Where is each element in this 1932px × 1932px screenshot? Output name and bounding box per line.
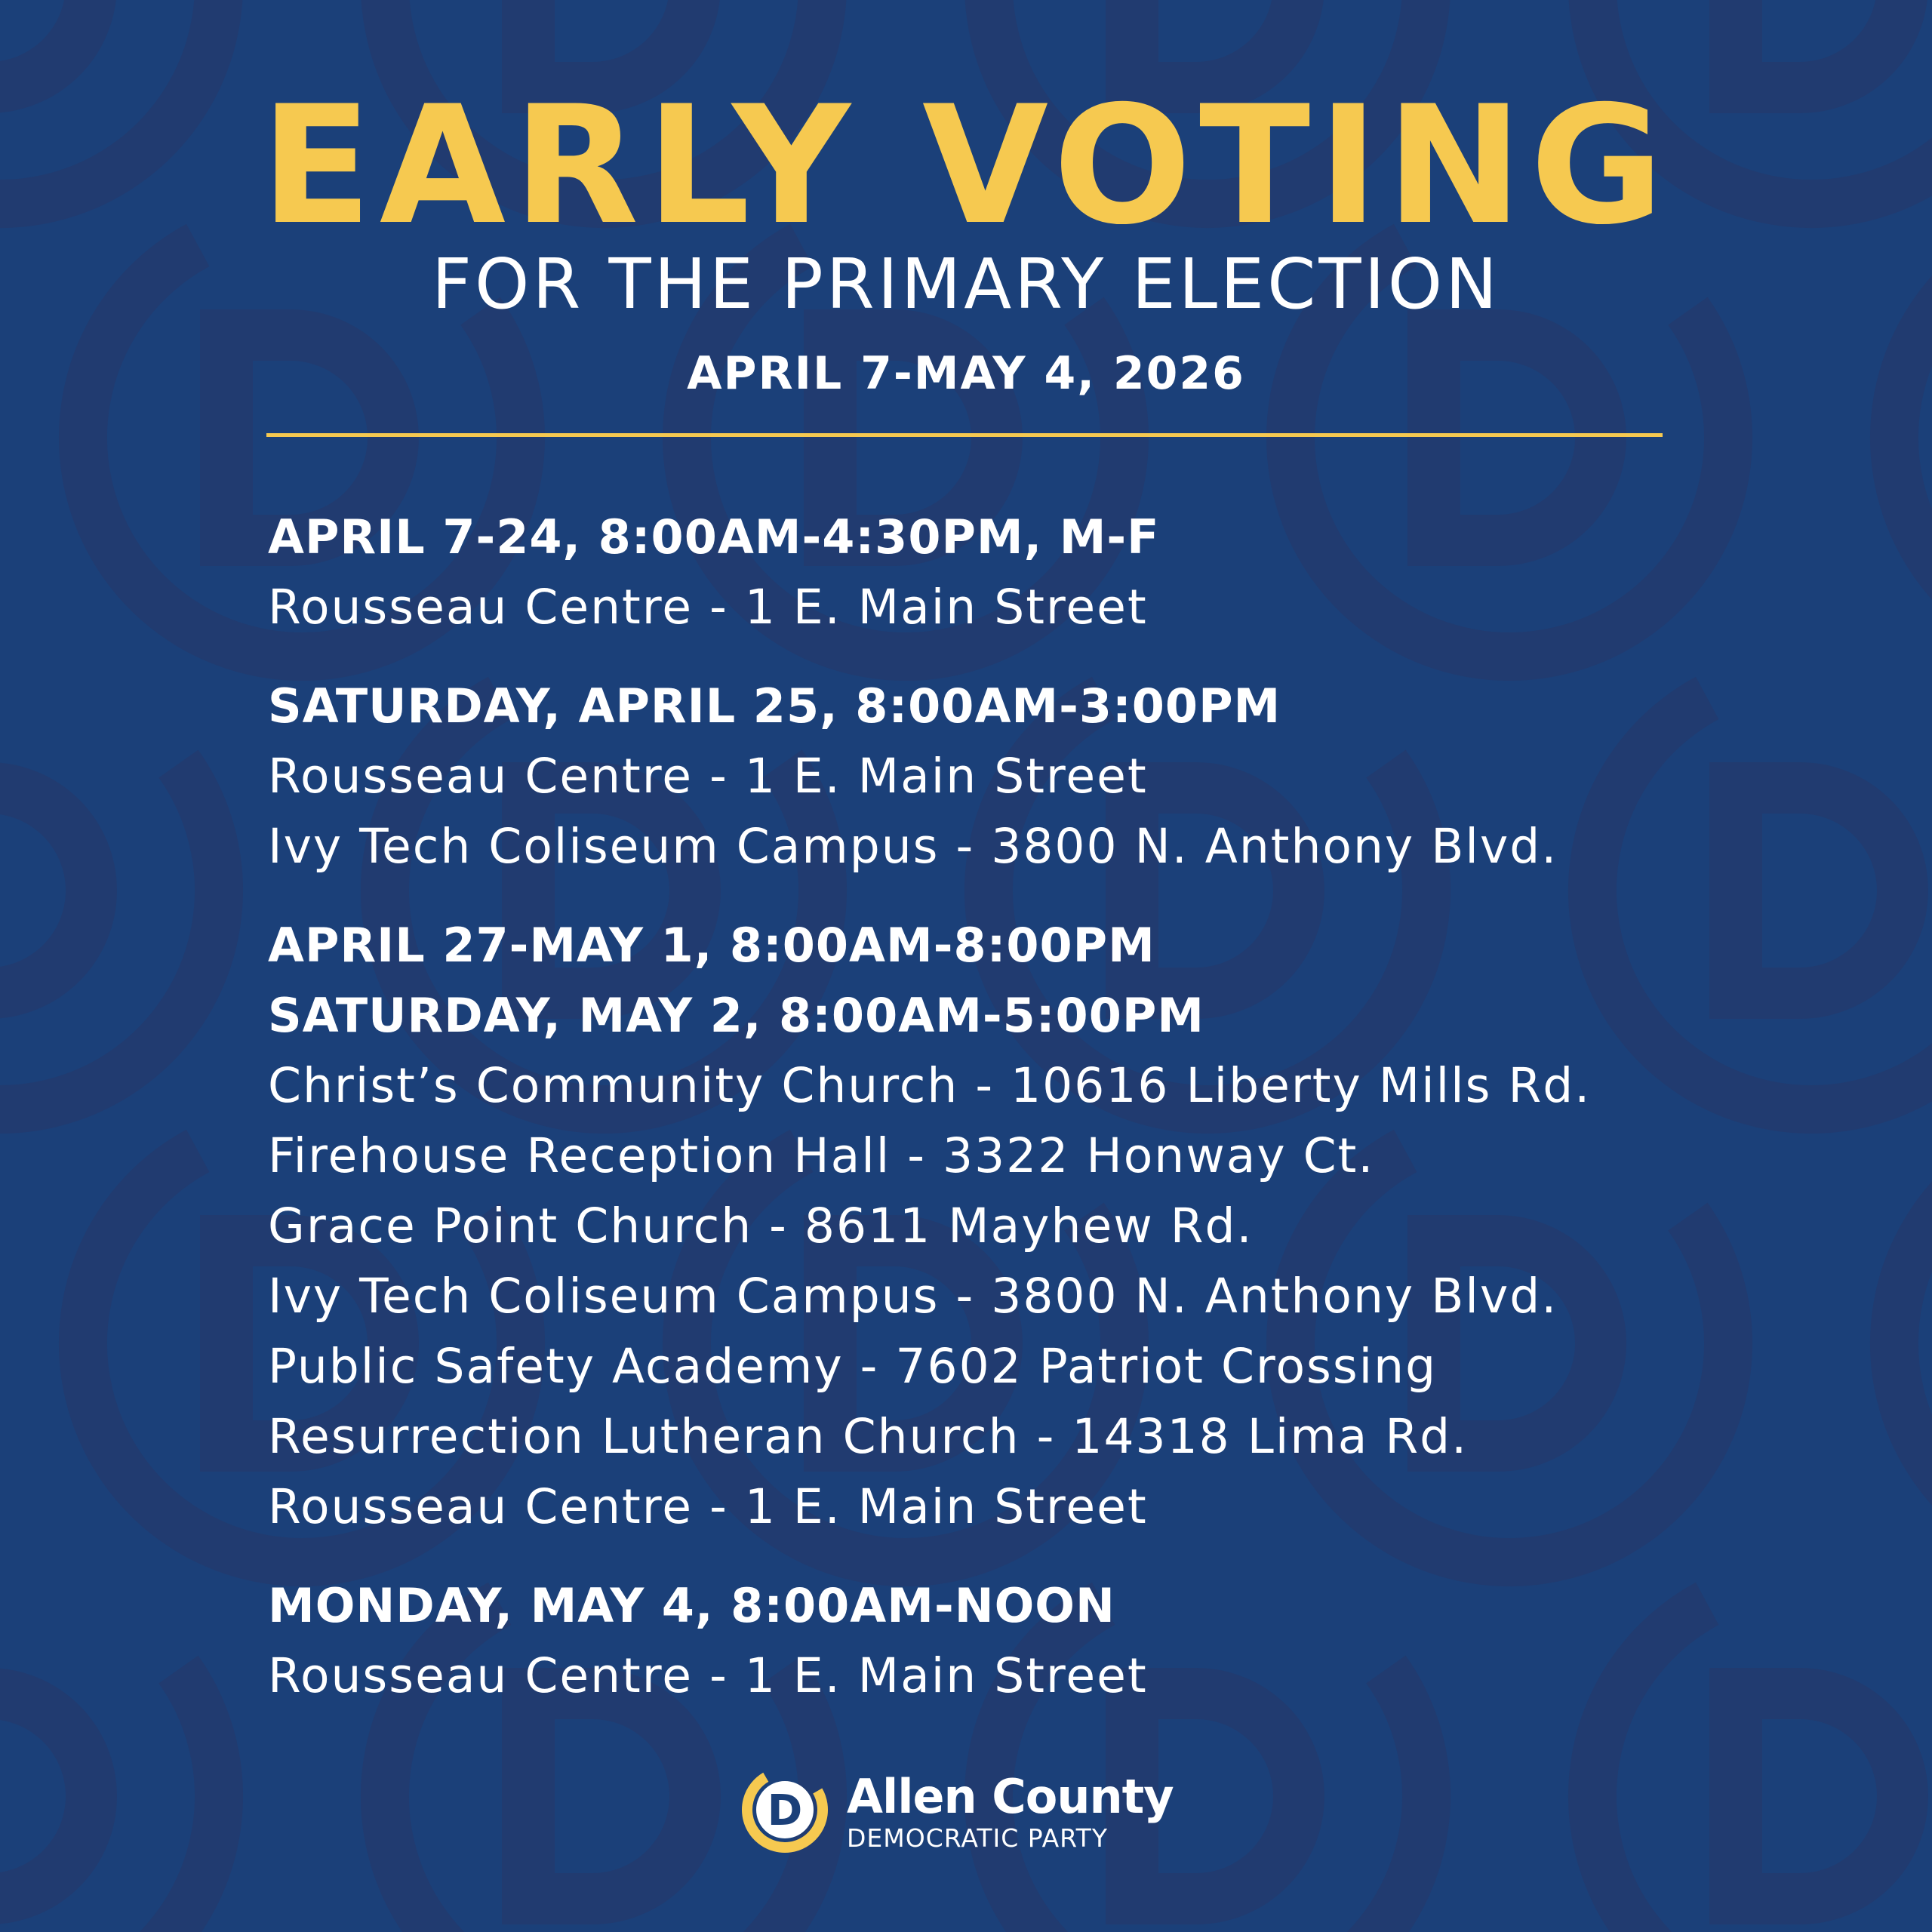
logo-subtitle: DEMOCRATIC PARTY (847, 1823, 1108, 1853)
schedule-section (268, 1571, 1702, 1711)
schedule-section (268, 910, 1702, 1542)
schedule-heading: MONDAY, MAY 4, 8:00AM-NOON (268, 1578, 1115, 1633)
divider (266, 433, 1663, 437)
schedule-section (268, 502, 1702, 642)
schedule-section (268, 671, 1702, 881)
location-line: Public Safety Academy - 7602 Patriot Crossing (268, 1339, 1438, 1394)
logo-letter: D (767, 1786, 803, 1835)
location-line: Rousseau Centre - 1 E. Main Street (268, 580, 1148, 635)
location-line: Rousseau Centre - 1 E. Main Street (268, 1479, 1148, 1534)
logo-name: Allen County (847, 1769, 1174, 1824)
schedule-heading: SATURDAY, APRIL 25, 8:00AM-3:00PM (268, 678, 1281, 734)
location-line: Ivy Tech Coliseum Campus - 3800 N. Anthony Blvd. (268, 1269, 1558, 1324)
schedule-heading: APRIL 7-24, 8:00AM-4:30PM, M-F (268, 509, 1160, 565)
location-line: Christ’s Community Church - 10616 Liberty Mills Rd. (268, 1058, 1592, 1113)
location-line: Ivy Tech Coliseum Campus - 3800 N. Anthony Blvd. (268, 819, 1558, 874)
schedule-heading: SATURDAY, MAY 2, 8:00AM-5:00PM (268, 988, 1204, 1043)
date-range: APRIL 7-MAY 4, 2026 (687, 347, 1245, 400)
location-line: Rousseau Centre - 1 E. Main Street (268, 1648, 1148, 1703)
location-line: Resurrection Lutheran Church - 14318 Lima Rd. (268, 1409, 1469, 1464)
location-line: Firehouse Reception Hall - 3322 Honway Ct. (268, 1128, 1375, 1183)
party-logo (740, 1764, 1208, 1855)
schedule-list (268, 502, 1702, 1740)
page-title: EARLY VOTING (260, 71, 1672, 260)
page-subtitle: FOR THE PRIMARY ELECTION (432, 244, 1500, 325)
location-line: Grace Point Church - 8611 Mayhew Rd. (268, 1198, 1254, 1254)
schedule-heading: APRIL 27-MAY 1, 8:00AM-8:00PM (268, 918, 1155, 973)
location-line: Rousseau Centre - 1 E. Main Street (268, 749, 1148, 804)
democratic-d-logo-icon (740, 1764, 830, 1855)
